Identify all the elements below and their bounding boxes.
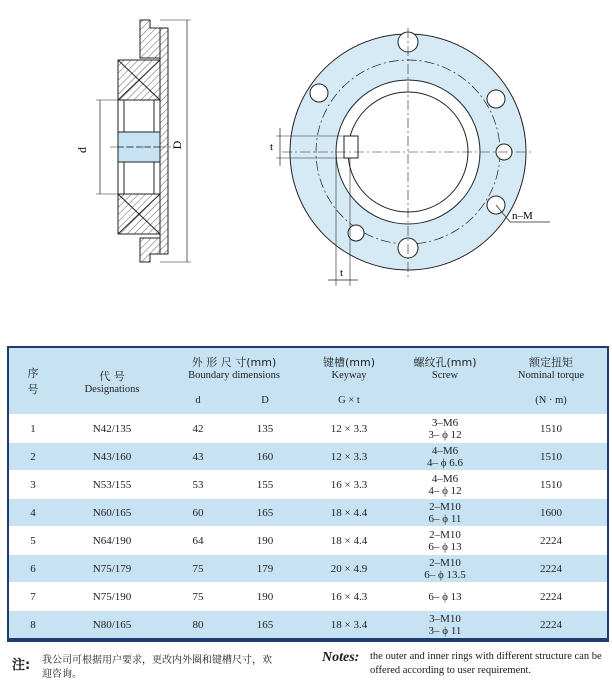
note-zh-label: 注: (12, 658, 31, 673)
front-view (276, 28, 550, 286)
cell-D: 160 (229, 443, 301, 471)
table-row (9, 583, 609, 611)
cell-designation: N60/165 (57, 499, 167, 527)
label-D: D (170, 140, 184, 150)
technical-drawing (0, 0, 612, 310)
cell-no: 3 (9, 471, 57, 499)
label-d: d (75, 147, 89, 153)
cell-screw: 2–M10 6– ϕ 11 (397, 499, 493, 527)
note-en-label: Notes: (322, 650, 360, 665)
cell-torque: 1600 (493, 499, 609, 527)
header-D: D (229, 386, 301, 415)
cell-torque: 2224 (493, 611, 609, 640)
cell-keyway: 16 × 3.3 (301, 471, 397, 499)
header-seq: 序 号 (9, 348, 57, 415)
cell-screw: 3–M6 3– ϕ 12 (397, 415, 493, 443)
cell-no: 4 (9, 499, 57, 527)
cell-keyway: 18 × 3.4 (301, 611, 397, 640)
cell-D: 165 (229, 499, 301, 527)
cell-no: 8 (9, 611, 57, 640)
cell-torque: 2224 (493, 527, 609, 555)
cell-D: 155 (229, 471, 301, 499)
header-keyway: 键槽(mm) Keyway (301, 348, 397, 386)
table-row (9, 471, 609, 499)
cell-D: 165 (229, 611, 301, 640)
cell-d: 80 (167, 611, 229, 640)
header-designation: 代 号 Designations (57, 348, 167, 415)
cell-screw: 2–M10 6– ϕ 13.5 (397, 555, 493, 583)
cell-torque: 2224 (493, 583, 609, 611)
cell-keyway: 12 × 3.3 (301, 415, 397, 443)
note-en-text: the outer and inner rings with different structure can be offered according to user requirement. (370, 651, 602, 676)
cell-d: 75 (167, 583, 229, 611)
cell-no: 1 (9, 415, 57, 443)
cell-d: 42 (167, 415, 229, 443)
label-t-bottom: t (340, 267, 344, 279)
table-row (9, 443, 609, 471)
cell-D: 190 (229, 527, 301, 555)
table-row (9, 555, 609, 583)
cell-screw: 4–M6 4– ϕ 6.6 (397, 443, 493, 471)
cell-d: 43 (167, 443, 229, 471)
cell-keyway: 18 × 4.4 (301, 499, 397, 527)
cell-d: 64 (167, 527, 229, 555)
spec-table (9, 348, 609, 640)
table-row (9, 499, 609, 527)
header-screw: 螺纹孔(mm) Screw (397, 348, 493, 386)
cell-keyway: 12 × 3.3 (301, 443, 397, 471)
cell-torque: 2224 (493, 555, 609, 583)
header-screw-sub (397, 386, 493, 415)
label-n-M: n–M (512, 210, 533, 222)
header-torque: 额定扭矩 Nominal torque (493, 348, 609, 386)
header-d: d (167, 386, 229, 415)
label-t-left: t (270, 141, 274, 153)
cell-no: 7 (9, 583, 57, 611)
cell-screw: 4–M6 4– ϕ 12 (397, 471, 493, 499)
cell-designation: N80/165 (57, 611, 167, 640)
table-row (9, 415, 609, 443)
note-zh-text: 我公司可根据用户要求，更改内外圈和键槽尺寸，欢迎咨询。 (42, 655, 272, 680)
cell-designation: N53/155 (57, 471, 167, 499)
cell-torque: 1510 (493, 415, 609, 443)
header-dimensions: 外 形 尺 寸(mm) Boundary dimensions (167, 348, 301, 386)
cell-designation: N75/190 (57, 583, 167, 611)
cell-no: 5 (9, 527, 57, 555)
cell-screw: 6– ϕ 13 (397, 583, 493, 611)
table-row (9, 611, 609, 640)
cell-D: 190 (229, 583, 301, 611)
table-header-row (9, 348, 609, 386)
cell-D: 179 (229, 555, 301, 583)
cell-screw: 2–M10 6– ϕ 13 (397, 527, 493, 555)
cell-no: 2 (9, 443, 57, 471)
header-keyway-sub: G × t (301, 386, 397, 415)
cell-torque: 1510 (493, 471, 609, 499)
cell-no: 6 (9, 555, 57, 583)
header-torque-unit: (N · m) (493, 386, 609, 415)
cell-torque: 1510 (493, 443, 609, 471)
cell-designation: N42/135 (57, 415, 167, 443)
cell-screw: 3–M10 3– ϕ 11 (397, 611, 493, 640)
cell-d: 60 (167, 499, 229, 527)
cell-D: 135 (229, 415, 301, 443)
cell-d: 75 (167, 555, 229, 583)
cell-designation: N64/190 (57, 527, 167, 555)
cell-designation: N75/179 (57, 555, 167, 583)
cell-keyway: 18 × 4.4 (301, 527, 397, 555)
cell-keyway: 20 × 4.9 (301, 555, 397, 583)
cell-keyway: 16 × 4.3 (301, 583, 397, 611)
cell-d: 53 (167, 471, 229, 499)
cell-designation: N43/160 (57, 443, 167, 471)
table-row (9, 527, 609, 555)
